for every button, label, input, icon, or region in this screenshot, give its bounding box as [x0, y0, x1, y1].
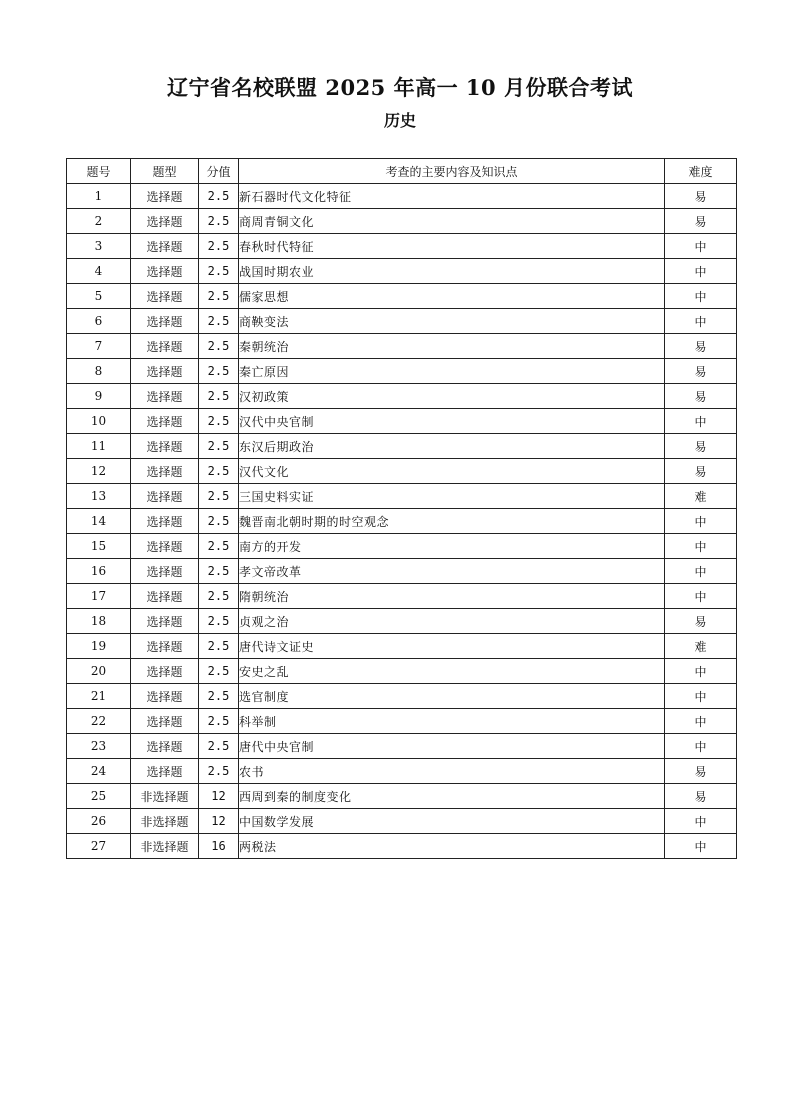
- cell-score: 2.5: [199, 184, 239, 209]
- cell-question-type: 选择题: [131, 509, 199, 534]
- cell-difficulty: 中: [665, 709, 737, 734]
- cell-score: 2.5: [199, 209, 239, 234]
- cell-question-number: 26: [67, 809, 131, 834]
- cell-score: 2.5: [199, 759, 239, 784]
- table-row: [67, 259, 737, 284]
- subject-title: 历史: [383, 111, 416, 130]
- cell-score: 2.5: [199, 259, 239, 284]
- cell-score: 2.5: [199, 284, 239, 309]
- cell-score: 2.5: [199, 409, 239, 434]
- table-row: [67, 359, 737, 384]
- cell-content: 中国数学发展: [239, 809, 665, 834]
- cell-difficulty: 中: [665, 809, 737, 834]
- cell-score: 2.5: [199, 359, 239, 384]
- table-row: [67, 734, 737, 759]
- cell-content: 儒家思想: [239, 284, 665, 309]
- cell-content: 唐代中央官制: [239, 734, 665, 759]
- cell-score: 2.5: [199, 659, 239, 684]
- cell-question-number: 1: [67, 184, 131, 209]
- cell-difficulty: 易: [665, 459, 737, 484]
- table-row: [67, 459, 737, 484]
- table-row: [67, 509, 737, 534]
- table-row: [67, 584, 737, 609]
- cell-question-type: 选择题: [131, 484, 199, 509]
- cell-question-type: 选择题: [131, 684, 199, 709]
- cell-difficulty: 易: [665, 434, 737, 459]
- table-body: [67, 184, 737, 859]
- table-row: [67, 209, 737, 234]
- cell-score: 12: [199, 784, 239, 809]
- cell-difficulty: 易: [665, 334, 737, 359]
- cell-difficulty: 易: [665, 184, 737, 209]
- cell-question-type: 选择题: [131, 384, 199, 409]
- exam-spec-table: [66, 158, 737, 859]
- table-row: [67, 834, 737, 859]
- cell-question-type: 选择题: [131, 709, 199, 734]
- cell-question-number: 6: [67, 309, 131, 334]
- cell-content: 秦朝统治: [239, 334, 665, 359]
- cell-content: 安史之乱: [239, 659, 665, 684]
- cell-content: 贞观之治: [239, 609, 665, 634]
- cell-question-number: 24: [67, 759, 131, 784]
- document-title: 辽宁省名校联盟 2025 年高一 10 月份联合考试: [167, 75, 633, 100]
- cell-difficulty: 中: [665, 834, 737, 859]
- cell-score: 2.5: [199, 609, 239, 634]
- cell-question-type: 选择题: [131, 359, 199, 384]
- cell-content: 隋朝统治: [239, 584, 665, 609]
- cell-question-type: 选择题: [131, 459, 199, 484]
- cell-question-number: 13: [67, 484, 131, 509]
- cell-question-number: 10: [67, 409, 131, 434]
- cell-difficulty: 易: [665, 784, 737, 809]
- cell-content: 商鞅变法: [239, 309, 665, 334]
- cell-content: 选官制度: [239, 684, 665, 709]
- cell-question-number: 14: [67, 509, 131, 534]
- cell-content: 战国时期农业: [239, 259, 665, 284]
- cell-question-number: 8: [67, 359, 131, 384]
- cell-question-number: 11: [67, 434, 131, 459]
- cell-question-number: 17: [67, 584, 131, 609]
- cell-score: 2.5: [199, 534, 239, 559]
- table-row: [67, 759, 737, 784]
- cell-difficulty: 中: [665, 734, 737, 759]
- header-question-number: 题号: [67, 159, 131, 184]
- cell-question-number: 20: [67, 659, 131, 684]
- table-row: [67, 334, 737, 359]
- cell-difficulty: 易: [665, 359, 737, 384]
- cell-difficulty: 中: [665, 584, 737, 609]
- cell-content: 秦亡原因: [239, 359, 665, 384]
- cell-content: 两税法: [239, 834, 665, 859]
- cell-question-number: 22: [67, 709, 131, 734]
- cell-question-number: 3: [67, 234, 131, 259]
- cell-question-type: 选择题: [131, 209, 199, 234]
- cell-content: 汉代文化: [239, 459, 665, 484]
- cell-content: 汉代中央官制: [239, 409, 665, 434]
- cell-content: 孝文帝改革: [239, 559, 665, 584]
- cell-score: 2.5: [199, 384, 239, 409]
- cell-difficulty: 易: [665, 759, 737, 784]
- cell-difficulty: 易: [665, 209, 737, 234]
- cell-difficulty: 中: [665, 684, 737, 709]
- table-row: [67, 184, 737, 209]
- cell-score: 2.5: [199, 634, 239, 659]
- cell-content: 三国史料实证: [239, 484, 665, 509]
- cell-difficulty: 中: [665, 559, 737, 584]
- cell-question-type: 非选择题: [131, 784, 199, 809]
- cell-content: 唐代诗文证史: [239, 634, 665, 659]
- cell-difficulty: 中: [665, 234, 737, 259]
- cell-question-type: 选择题: [131, 284, 199, 309]
- cell-question-type: 选择题: [131, 584, 199, 609]
- header-score: 分值: [199, 159, 239, 184]
- header-content: 考查的主要内容及知识点: [239, 159, 665, 184]
- cell-question-type: 非选择题: [131, 809, 199, 834]
- header-difficulty: 难度: [665, 159, 737, 184]
- table-row: [67, 484, 737, 509]
- cell-question-type: 选择题: [131, 409, 199, 434]
- cell-difficulty: 难: [665, 484, 737, 509]
- cell-question-type: 选择题: [131, 434, 199, 459]
- table-row: [67, 784, 737, 809]
- cell-difficulty: 中: [665, 309, 737, 334]
- cell-question-type: 选择题: [131, 659, 199, 684]
- cell-score: 2.5: [199, 234, 239, 259]
- cell-score: 2.5: [199, 684, 239, 709]
- cell-question-number: 27: [67, 834, 131, 859]
- table-row: [67, 234, 737, 259]
- cell-score: 2.5: [199, 459, 239, 484]
- cell-difficulty: 中: [665, 409, 737, 434]
- cell-question-type: 选择题: [131, 609, 199, 634]
- cell-difficulty: 中: [665, 659, 737, 684]
- header-question-type: 题型: [131, 159, 199, 184]
- cell-score: 2.5: [199, 734, 239, 759]
- cell-question-number: 4: [67, 259, 131, 284]
- table-row: [67, 384, 737, 409]
- cell-content: 西周到秦的制度变化: [239, 784, 665, 809]
- cell-question-type: 选择题: [131, 234, 199, 259]
- cell-content: 农书: [239, 759, 665, 784]
- cell-question-number: 19: [67, 634, 131, 659]
- cell-question-number: 16: [67, 559, 131, 584]
- cell-question-type: 选择题: [131, 534, 199, 559]
- table-row: [67, 284, 737, 309]
- table-row: [67, 309, 737, 334]
- table-row: [67, 434, 737, 459]
- cell-question-number: 21: [67, 684, 131, 709]
- cell-difficulty: 中: [665, 534, 737, 559]
- cell-question-number: 9: [67, 384, 131, 409]
- table-row: [67, 609, 737, 634]
- table-row: [67, 559, 737, 584]
- cell-score: 2.5: [199, 484, 239, 509]
- cell-content: 汉初政策: [239, 384, 665, 409]
- cell-content: 魏晋南北朝时期的时空观念: [239, 509, 665, 534]
- cell-question-type: 选择题: [131, 259, 199, 284]
- table-header-row: [67, 159, 737, 184]
- table-row: [67, 684, 737, 709]
- cell-question-type: 非选择题: [131, 834, 199, 859]
- cell-question-number: 23: [67, 734, 131, 759]
- cell-question-type: 选择题: [131, 309, 199, 334]
- cell-score: 2.5: [199, 434, 239, 459]
- cell-score: 2.5: [199, 709, 239, 734]
- cell-question-number: 5: [67, 284, 131, 309]
- cell-difficulty: 易: [665, 384, 737, 409]
- cell-score: 12: [199, 809, 239, 834]
- cell-difficulty: 易: [665, 609, 737, 634]
- table-row: [67, 409, 737, 434]
- cell-content: 科举制: [239, 709, 665, 734]
- cell-score: 16: [199, 834, 239, 859]
- cell-difficulty: 中: [665, 509, 737, 534]
- cell-content: 商周青铜文化: [239, 209, 665, 234]
- cell-question-type: 选择题: [131, 334, 199, 359]
- cell-question-type: 选择题: [131, 559, 199, 584]
- cell-score: 2.5: [199, 559, 239, 584]
- cell-score: 2.5: [199, 309, 239, 334]
- cell-score: 2.5: [199, 509, 239, 534]
- table-row: [67, 809, 737, 834]
- cell-score: 2.5: [199, 334, 239, 359]
- cell-question-type: 选择题: [131, 634, 199, 659]
- cell-question-number: 2: [67, 209, 131, 234]
- cell-question-number: 25: [67, 784, 131, 809]
- cell-question-number: 12: [67, 459, 131, 484]
- table-row: [67, 634, 737, 659]
- cell-content: 新石器时代文化特征: [239, 184, 665, 209]
- table-row: [67, 659, 737, 684]
- cell-difficulty: 中: [665, 284, 737, 309]
- cell-question-number: 18: [67, 609, 131, 634]
- cell-content: 东汉后期政治: [239, 434, 665, 459]
- cell-difficulty: 难: [665, 634, 737, 659]
- table-row: [67, 534, 737, 559]
- cell-question-type: 选择题: [131, 759, 199, 784]
- cell-content: 春秋时代特征: [239, 234, 665, 259]
- cell-question-type: 选择题: [131, 734, 199, 759]
- cell-content: 南方的开发: [239, 534, 665, 559]
- cell-question-number: 7: [67, 334, 131, 359]
- cell-score: 2.5: [199, 584, 239, 609]
- table-row: [67, 709, 737, 734]
- cell-question-type: 选择题: [131, 184, 199, 209]
- cell-question-number: 15: [67, 534, 131, 559]
- cell-difficulty: 中: [665, 259, 737, 284]
